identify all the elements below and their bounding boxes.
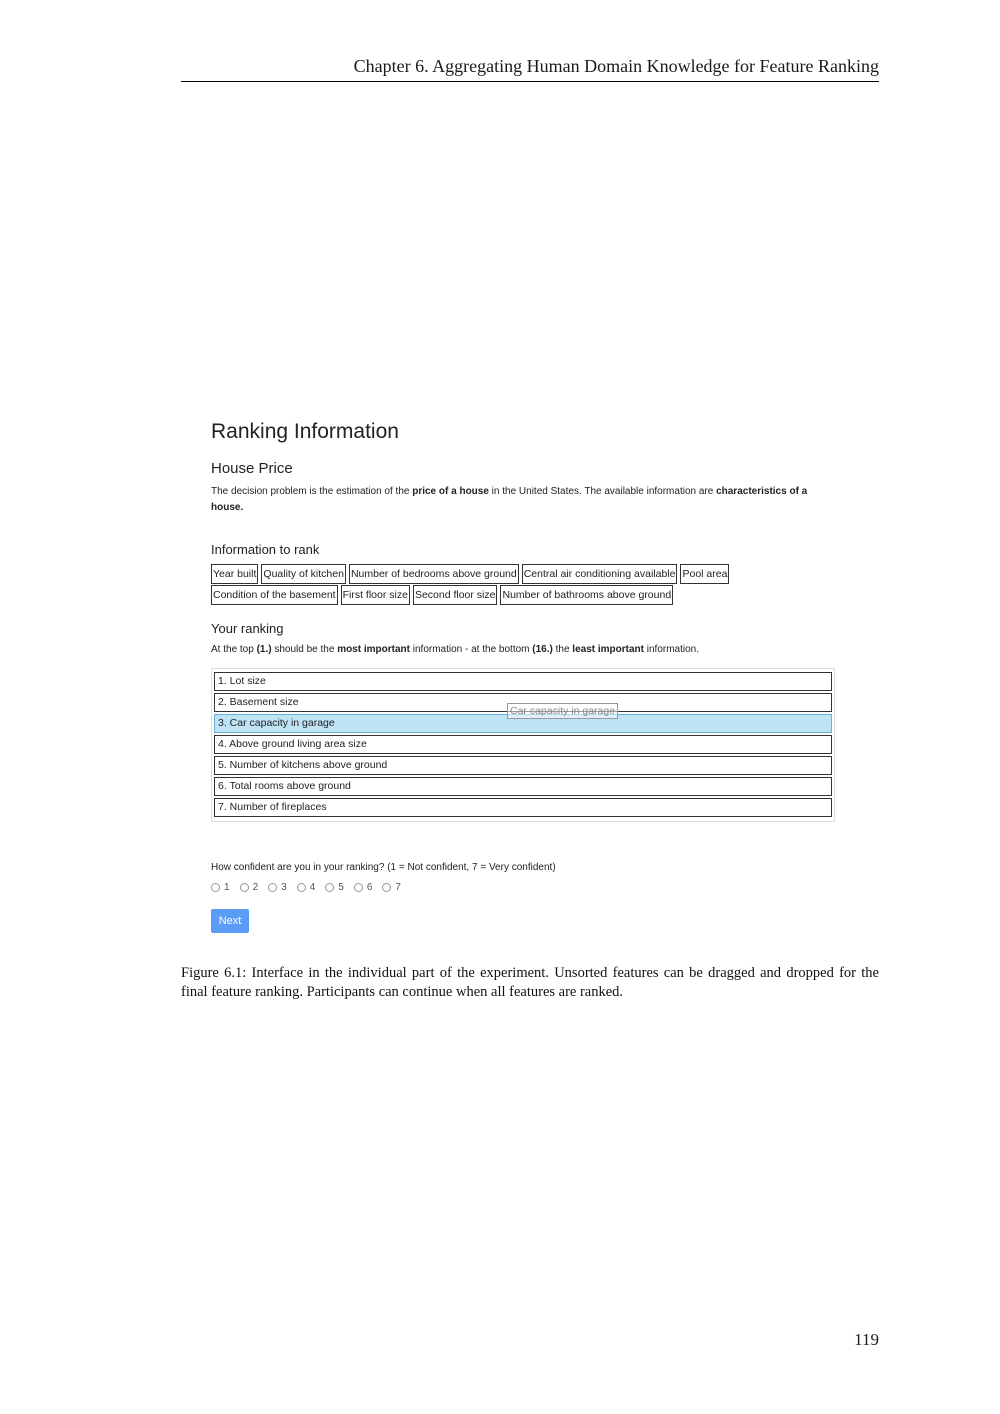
note-text: At the top — [211, 644, 257, 655]
radio-circle-icon[interactable] — [382, 883, 391, 892]
confidence-option[interactable] — [354, 882, 373, 893]
rank-item[interactable]: 2. Basement size — [214, 693, 832, 712]
confidence-option[interactable] — [211, 882, 230, 893]
radio-circle-icon[interactable] — [240, 883, 249, 892]
note-bold: (16.) — [532, 644, 553, 655]
confidence-option[interactable] — [268, 882, 287, 893]
feature-chip[interactable]: Pool area — [680, 564, 729, 584]
radio-circle-icon[interactable] — [354, 883, 363, 892]
page-title: Ranking Information — [211, 420, 399, 443]
feature-chip[interactable]: Central air conditioning available — [522, 564, 678, 584]
next-button[interactable]: Next — [211, 909, 249, 933]
unsorted-chip-row-2 — [211, 585, 673, 605]
radio-label: 6 — [366, 882, 373, 893]
unsorted-chip-row-1 — [211, 564, 729, 584]
radio-label: 7 — [395, 882, 401, 893]
radio-label: 2 — [252, 882, 259, 893]
feature-chip[interactable]: Number of bathrooms above ground — [500, 585, 673, 605]
problem-subtitle: House Price — [211, 460, 293, 477]
feature-chip[interactable]: Second floor size — [413, 585, 498, 605]
rank-item[interactable]: 7. Number of fireplaces — [214, 798, 832, 817]
page-number: 119 — [854, 1330, 879, 1349]
ranking-list — [211, 668, 835, 822]
problem-description — [211, 484, 841, 516]
radio-circle-icon[interactable] — [211, 883, 220, 892]
confidence-option[interactable] — [297, 882, 316, 893]
radio-label: 3 — [281, 882, 287, 893]
rank-item[interactable]: 5. Number of kitchens above ground — [214, 756, 832, 775]
feature-chip[interactable]: First floor size — [341, 585, 410, 605]
note-text: information. — [643, 644, 700, 655]
feature-chip[interactable]: Quality of kitchen — [261, 564, 346, 584]
note-bold: (1.) — [256, 644, 272, 655]
radio-label: 1 — [224, 882, 230, 893]
radio-label: 5 — [338, 882, 344, 893]
radio-circle-icon[interactable] — [325, 883, 334, 892]
note-bold: least important — [572, 644, 644, 655]
note-text: information - at the bottom — [409, 644, 533, 655]
feature-chip[interactable]: Number of bedrooms above ground — [349, 564, 519, 584]
note-bold: most important — [337, 644, 410, 655]
desc-bold: characteristics of a house. — [211, 486, 808, 513]
note-text: the — [552, 644, 573, 655]
info-to-rank-heading: Information to rank — [211, 542, 320, 557]
rank-item[interactable]: 1. Lot size — [214, 672, 832, 691]
confidence-option[interactable] — [240, 882, 259, 893]
confidence-option[interactable] — [325, 882, 344, 893]
your-ranking-heading: Your ranking — [211, 621, 284, 636]
confidence-option[interactable] — [382, 882, 401, 893]
radio-label: 4 — [309, 882, 316, 893]
ui-screenshot — [205, 418, 845, 938]
rank-item-dragging[interactable]: 3. Car capacity in garage — [214, 714, 832, 733]
ranking-instructions — [211, 644, 699, 655]
figure-caption: Figure 6.1: Interface in the individual part of the experiment. Unsorted features can be dragged and dropped for the final feature ranking. Participants can continue when all features are ranked. — [181, 965, 879, 1000]
radio-circle-icon[interactable] — [268, 883, 277, 892]
feature-chip[interactable]: Year built — [211, 564, 258, 584]
running-header: Chapter 6. Aggregating Human Domain Knowledge for Feature Ranking — [181, 56, 879, 82]
desc-text: in the United States. The available information are — [488, 486, 717, 497]
rank-item[interactable]: 6. Total rooms above ground — [214, 777, 832, 796]
confidence-radio-group — [211, 882, 401, 893]
feature-chip[interactable]: Condition of the basement — [211, 585, 338, 605]
desc-bold: price of a house — [412, 486, 489, 497]
note-text: should be the — [271, 644, 338, 655]
confidence-question: How confident are you in your ranking? (1 = Not confident, 7 = Very confident) — [211, 862, 556, 873]
drag-ghost: Car capacity in garage — [507, 703, 618, 719]
desc-text: The decision problem is the estimation of the — [211, 486, 413, 497]
rank-item[interactable]: 4. Above ground living area size — [214, 735, 832, 754]
radio-circle-icon[interactable] — [297, 883, 306, 892]
